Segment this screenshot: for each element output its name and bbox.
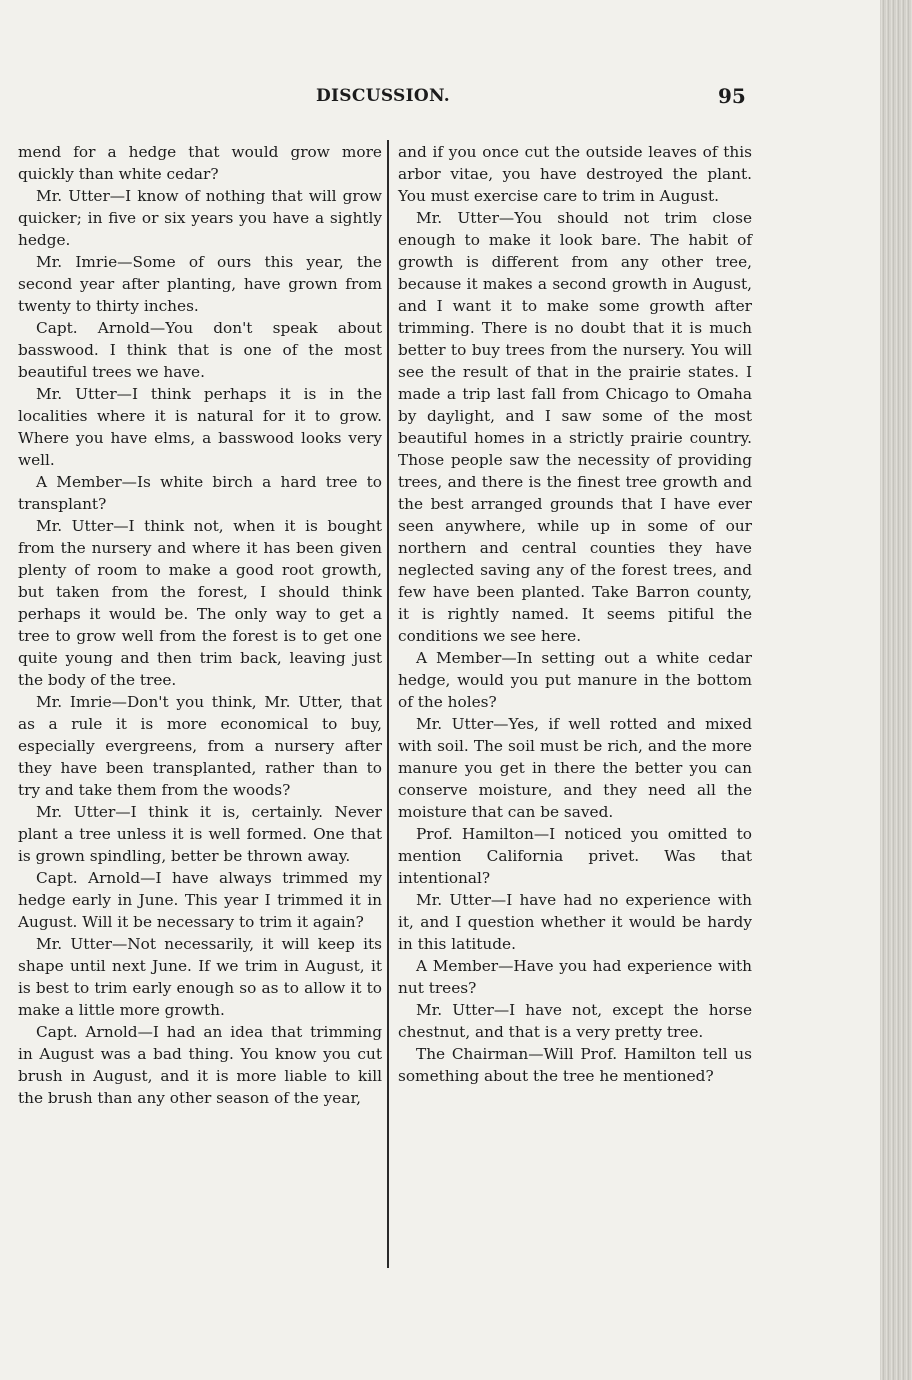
column-divider <box>387 140 389 1268</box>
page-title: DISCUSSION. <box>316 86 450 106</box>
paragraph: Mr. Utter—I think perhaps it is in the localities where it is natural for it to grow. Where you have elms, a basswood looks very well. <box>18 385 382 469</box>
paragraph: Capt. Arnold—I have always trimmed my hedge early in June. This year I trimmed it in August. Will it be necessary to trim it again? <box>18 869 382 931</box>
paragraph: and if you once cut the outside leaves of this arbor vitae, you have destroyed the plant. You must exercise care to trim in August. <box>398 143 752 205</box>
paragraph: mend for a hedge that would grow more quickly than white cedar? <box>18 143 382 183</box>
paragraph: Mr. Imrie—Don't you think, Mr. Utter, that as a rule it is more economical to buy, especially evergreens, from a nursery after they have been transplanted, rather than to try and take them from the woods? <box>18 693 382 799</box>
running-header <box>0 86 880 116</box>
paragraph: A Member—Have you had experience with nut trees? <box>398 957 752 997</box>
paragraph: A Member—Is white birch a hard tree to transplant? <box>18 473 382 513</box>
paragraph: Mr. Imrie—Some of ours this year, the second year after planting, have grown from twenty to thirty inches. <box>18 253 382 315</box>
paragraph: Mr. Utter—I think it is, certainly. Never plant a tree unless it is well formed. One that is grown spindling, better be thrown away. <box>18 803 382 865</box>
paragraph: Mr. Utter—Yes, if well rotted and mixed with soil. The soil must be rich, and the more manure you get in there the better you can conserve moisture, and they need all the moisture that can be saved. <box>398 715 752 821</box>
paragraph: Mr. Utter—Not necessarily, it will keep its shape until next June. If we trim in August, it is best to trim early enough so as to allow it to make a little more growth. <box>18 935 382 1019</box>
left-column <box>18 141 382 1109</box>
paragraph: Mr. Utter—I know of nothing that will grow quicker; in five or six years you have a sightly hedge. <box>18 187 382 249</box>
paragraph: A Member—In setting out a white cedar hedge, would you put manure in the bottom of the holes? <box>398 649 752 711</box>
paragraph: Capt. Arnold—You don't speak about basswood. I think that is one of the most beautiful trees we have. <box>18 319 382 381</box>
paragraph: The Chairman—Will Prof. Hamilton tell us something about the tree he mentioned? <box>398 1045 752 1085</box>
page-number: 95 <box>718 84 746 108</box>
paragraph: Mr. Utter—You should not trim close enough to make it look bare. The habit of growth is different from any other tree, because it makes a second growth in August, and I want it to make some growth after trimming. There is no doubt that it is much better to buy trees from the nursery. You will see the result of that in the prairie states. I made a trip last fall from Chicago to Omaha by daylight, and I saw some of the most beautiful homes in a strictly prairie country. Those people saw the necessity of providing trees, and there is the finest tree growth and the best arranged grounds that I have ever seen anywhere, while up in some of our northern and central counties they have neglected saving any of the forest trees, and few have been planted. Take Barron county, it is rightly named. It seems pitiful the conditions we see here. <box>398 209 752 645</box>
paragraph: Capt. Arnold—I had an idea that trimming in August was a bad thing. You know you cut brush in August, and it is more liable to kill the brush than any other season of the year, <box>18 1023 382 1107</box>
book-page-edges <box>880 0 912 1380</box>
paragraph: Mr. Utter—I have had no experience with it, and I question whether it would be hardy in this latitude. <box>398 891 752 953</box>
paragraph: Prof. Hamilton—I noticed you omitted to mention California privet. Was that intentional? <box>398 825 752 887</box>
paragraph: Mr. Utter—I think not, when it is bought from the nursery and where it has been given plenty of room to make a good root growth, but taken from the forest, I should think perhaps it would be. The only way to get a tree to grow well from the forest is to get one quite young and then trim back, leaving just the body of the tree. <box>18 517 382 689</box>
paragraph: Mr. Utter—I have not, except the horse chestnut, and that is a very pretty tree. <box>398 1001 752 1041</box>
right-column <box>398 141 752 1087</box>
